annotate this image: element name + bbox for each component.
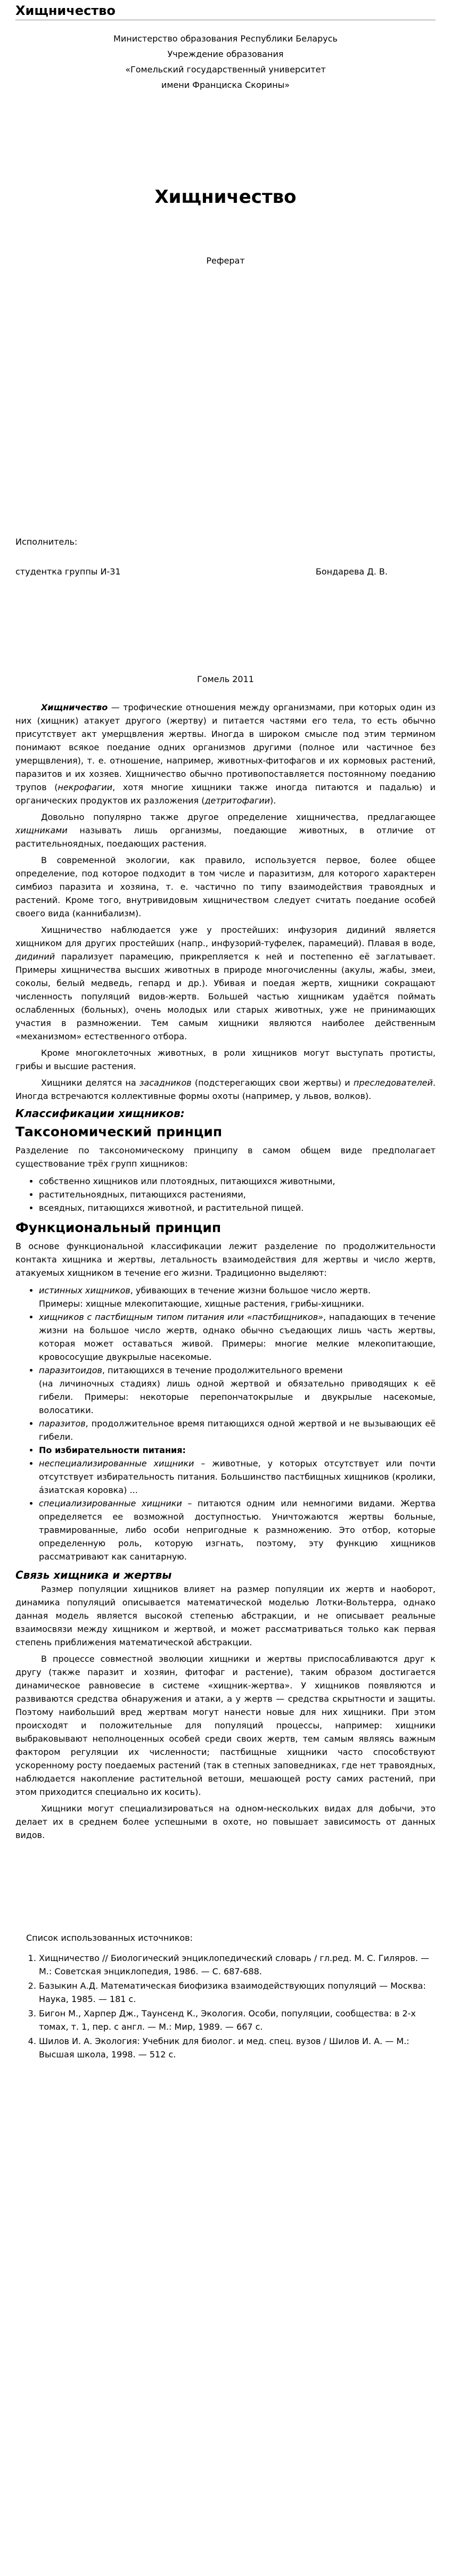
reference-item: 2. Базыкин А.Д. Математическая биофизика взаимодействующих популяций — Москва: Наука, 1985. — 181 с. — [39, 1979, 436, 2006]
list-item: • специализированные хищники – питаются одним или немногими видами. Жертва определяется ее возможной доступностью. Уничтожаются жертвы больные, травмированные, либо особи непригодные к размножению. Это отбор, которые определенную роль, которую изгнать, поэтому, эту функцию хищников рассматривают как санитарную. — [39, 1497, 436, 1563]
functional-list — [15, 1284, 436, 1563]
references-list — [15, 1951, 436, 2061]
reference-item: 1. Хищничество // Биологический энциклопедический словарь / гл.ред. М. С. Гиляров. — М.: Советская энциклопедия, 1986. — С. 687-688. — [39, 1951, 436, 1978]
intro-paragraph-6: Хищники делятся на засадников (подстерегающих свои жертвы) и преследователей. Иногда встречаются коллективные формы охоты (например, у львов, волков). — [15, 1078, 436, 1101]
functional-heading: Функциональный принцип — [15, 1220, 222, 1235]
relationship-paragraph-3: Хищники могут специализироваться на одном-нескольких видах для добычи, это делает их в среднем более успешными в охоте, но повышает зависимость от данных видов. — [15, 1803, 436, 1840]
executor-label: Исполнитель: — [15, 537, 78, 547]
classification-heading: Классификации хищников: — [15, 1107, 185, 1120]
list-item: • паразитоидов, питающихся в течение продолжительного времени (на личиночных стадиях) лишь одной жертвой и обязательно приводящих к её гибели. Примеры: некоторые перепончатокрылые и двукрылые насекомые, волосатики. — [39, 1364, 436, 1417]
list-item: • всеядных, питающихся животной, и растительной пищей. — [39, 1201, 436, 1215]
title-page-header — [15, 31, 436, 93]
document-title: Хищничество — [154, 186, 297, 208]
list-item: • паразитов, продолжительное время питающихся одной жертвой и не вызывающих её гибели. — [39, 1417, 436, 1443]
term-predation: Хищничество — [41, 702, 108, 712]
student-group: студентка группы И-31 — [15, 567, 121, 577]
city-year: Гомель 2011 — [197, 674, 254, 684]
list-item: • неспециализированные хищники – животные, у которых отсутствует или почти отсутствует избирательность питания. Большинство пастбищных хищников (кролики, áзиатская коровка) ... — [39, 1457, 436, 1497]
reference-item: 4. Шилов И. А. Экология: Учебник для биолог. и мед. спец. вузов / Шилов И. А. — М.: Высшая школа, 1998. — 512 с. — [39, 2034, 436, 2061]
intro-paragraph-3: В современной экологии, как правило, используется первое, более общее определение, под которое подходит в том числе и паразитизм, для которого характерен симбиоз паразита и хозяина, т. е. частично по типу взаимодействия травоядных и растений. Кроме того, внутривидовым хищничеством следует считать поедание особей своего вида (каннибализм). — [15, 855, 436, 918]
list-item: • истинных хищников, убивающих в течение жизни большое число жертв. Примеры: хищные млекопитающие, хищные растения, грибы-хищники. — [39, 1284, 436, 1310]
university-line: «Гомельский государственный университет — [125, 64, 326, 75]
list-item: • растительноядных, питающихся растениями, — [39, 1188, 436, 1201]
intro-paragraph-4: Хищничество наблюдается уже у простейших: инфузория дидиний является хищником для других простейших (напр., инфузорий-туфелек, парамеций). Плавая в воде, дидиний парализует парамецию, прикрепляется к ней и постепенно её заглатывает. Примеры хищничества высших животных в природе многочисленны (акулы, жабы, змеи, соколы, белый медведь, гепард и др.). Убивая и поедая жертв, хищники сокращают численность популяций видов-жертв. Большей частью хищникам удаётся поймать ослабленных (больных), очень молодых или старых животных, уже не принимающих участия в размножении. Тем самым хищники являются наиболее действенным «механизмом» естественного отбора. — [15, 925, 436, 1041]
list-item — [39, 1443, 436, 1457]
ministry-line: Министерство образования Республики Беларусь — [113, 34, 338, 44]
institution-type-line: Учреждение образования — [167, 49, 284, 59]
named-after-line: имени Франциска Скорины» — [161, 80, 290, 90]
executor-row — [15, 567, 436, 577]
taxonomic-heading: Таксономический принцип — [15, 1124, 223, 1139]
nutrition-selectivity-heading: По избирательности питания: — [39, 1445, 186, 1455]
student-name: Бондарева Д. В. — [315, 567, 388, 577]
list-item: • хищников с пастбищным типом питания или «пастбищников», нападающих в течение жизни на большое число жертв, однако обычно съедающих лишь часть жертвы, которая может оставаться живой. Примеры: многие мелкие млекопитающие, кровососущие двукрылые насекомые. — [39, 1310, 436, 1364]
references-title: Список использованных источников: — [26, 1933, 193, 1943]
taxonomic-list — [15, 1175, 436, 1215]
relationship-heading: Связь хищника и жертвы — [15, 1569, 172, 1581]
taxonomic-lead: Разделение по таксономическому принципу в самом общем виде предполагает существование трёх групп хищников: — [15, 1145, 436, 1169]
functional-lead: В основе функциональной классификации лежит разделение по продолжительности контакта хищника и жертвы, летальность взаимодействия для жертвы и число жертв, атакуемых хищником в течение его жизни. Традиционно выделяют: — [15, 1241, 436, 1278]
relationship-paragraph-2: В процессе совместной эволюции хищники и жертвы приспосабливаются друг к другу (также паразит и хозяин, фитофаг и растение), таким образом достигается динамическое равновесие в системе «хищник-жертва». У хищников появляются и развиваются средства обнаружения и атаки, а у жертв — средства скрытности и защиты. Поэтому наибольший вред жертвам могут нанести новые для них хищники. При этом происходят и положительные для популяций процессы, например: хищники выбраковывают неполноценных особей среди своих жертв, тем самым являясь важным фактором регуляции их численности; пастбищные хищники часто способствуют ускоренному росту поедаемых растений (так в степных заповедниках, где нет травоядных, наблюдается накопление растительной ветоши, мешающей росту самих растений, при этом приходится специально их косить). — [15, 1654, 436, 1797]
intro-paragraph-5: Кроме многоклеточных животных, в роли хищников могут выступать протисты, грибы и высшие растения. — [15, 1048, 436, 1071]
relationship-paragraph-1: Размер популяции хищников влияет на размер популяции их жертв и наоборот, динамика популяций описывается математической моделью Лотки-Вольтерра, однако данная модель является высокой степенью абстракции, и не описывает реальные взаимосвязи между хищником и жертвой, и может рассматриваться только как первая степень приближения математической абстракции. — [15, 1584, 436, 1647]
site-title: Хищничество — [15, 3, 116, 18]
intro-paragraph-2: Довольно популярно также другое определение хищничества, предлагающее хищниками называть лишь организмы, поедающие животных, в отличие от растительноядных, поедающих растения. — [15, 812, 436, 849]
reference-item: 3. Бигон М., Харпер Дж., Таунсенд К., Экология. Особи, популяции, сообщества: в 2-х томах, т. 1, пер. с англ. — М.: Мир, 1989. — 667 с. — [39, 2007, 436, 2033]
list-item: • собственно хищников или плотоядных, питающихся животными, — [39, 1175, 436, 1188]
document-genre: Реферат — [206, 256, 245, 266]
intro-paragraph-1: Хищничество — трофические отношения между организмами, при которых один из них (хищник) атакует другого (жертву) и питается частями его тела, то есть обычно присутствует акт умерщвления жертвы. Иногда в широком смысле под этим термином понимают всякое поедание одних организмов другими (полное или частичное без умерщвления), т. е. отношение, например, животных-фитофагов и их кормовых растений, паразитов и их хозяев. Хищничество обычно противопоставляется постоянному поеданию трупов (некрофагии, хотя многие хищники также иногда питаются и падалью) и органических продуктов их разложения (детритофагии). — [15, 702, 436, 806]
